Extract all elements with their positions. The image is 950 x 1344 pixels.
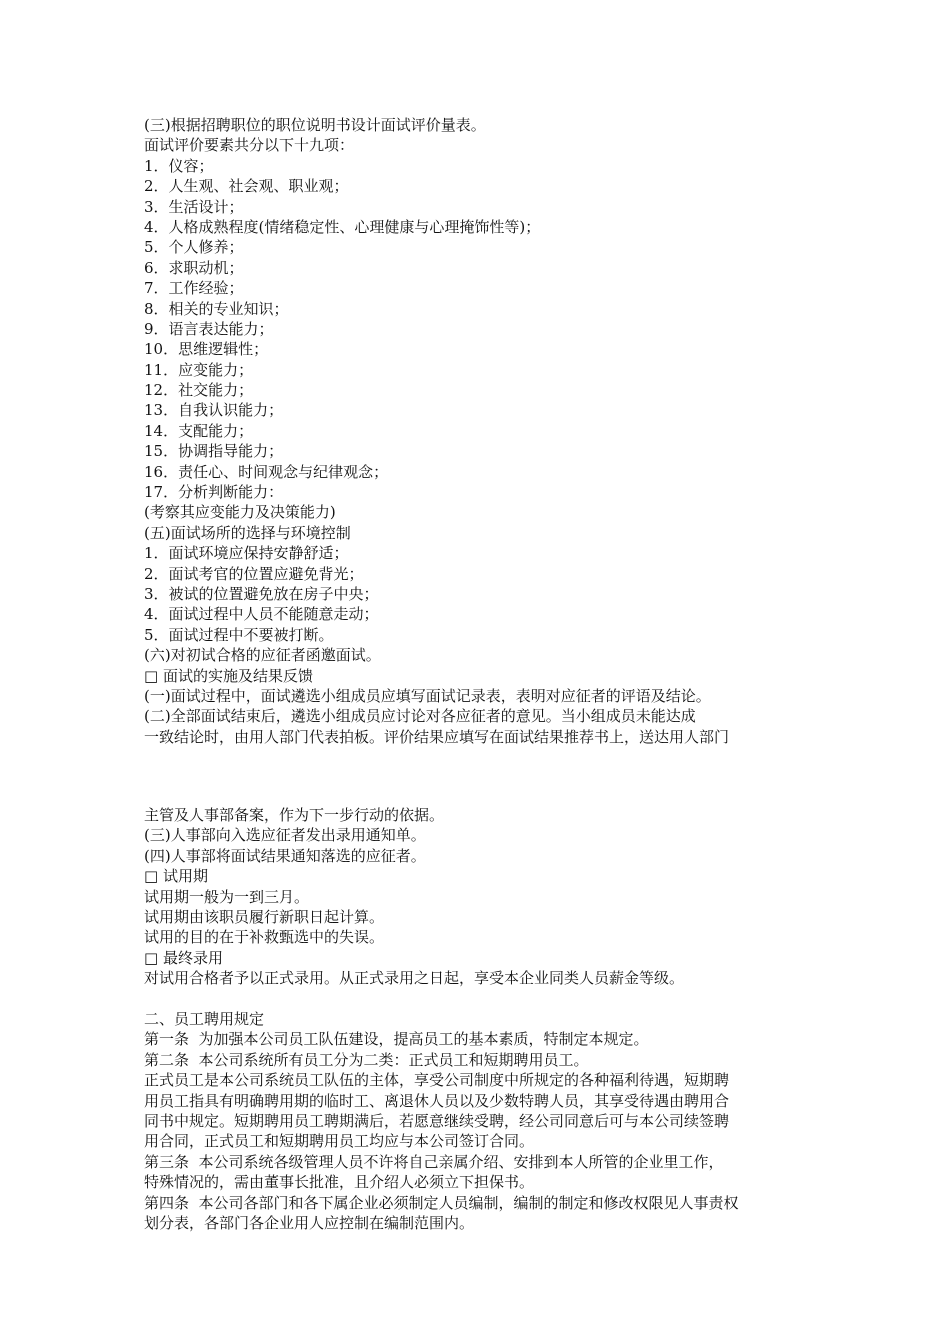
text-line: 主管及人事部备案，作为下一步行动的依据。 xyxy=(144,806,445,824)
employment-rules-section xyxy=(144,1009,816,1233)
list-item: 7．工作经验； xyxy=(144,279,244,298)
article-2: 第二条 本公司系统所有员工分为二类：正式员工和短期聘用员工。 xyxy=(144,1050,589,1069)
list-item: 1．面试环境应保持安静舒适； xyxy=(144,544,349,563)
list-item: 3．被试的位置避免放在房子中央； xyxy=(144,584,379,603)
list-item: 11．应变能力； xyxy=(144,360,254,379)
text-line: 一致结论时，由用人部门代表拍板。评价结果应填写在面试结果推荐书上，送达用人部门 xyxy=(144,727,730,746)
text-line: 对试用合格者予以正式录用。从正式录用之日起，享受本企业同类人员薪金等级。 xyxy=(144,969,685,988)
list-item: 8．相关的专业知识； xyxy=(144,299,289,318)
list-item: 13．自我认识能力； xyxy=(144,401,284,420)
article-4: 第四条 本公司各部门和各下属企业必须制定人员编制，编制的制定和修改权限见人事责权 xyxy=(144,1193,739,1212)
text-line: (考察其应变能力及决策能力) xyxy=(144,503,336,522)
list-item: 15．协调指导能力； xyxy=(144,442,284,461)
article-3: 第三条 本公司系统各级管理人员不许将自己亲属介绍、安排到本人所管的企业里工作， xyxy=(144,1152,724,1171)
article-1: 第一条 为加强本公司员工队伍建设，提高员工的基本素质，特制定本规定。 xyxy=(144,1030,649,1049)
article-2-detail: 同书中规定。短期聘用员工聘期满后，若愿意继续受聘，经公司同意后可与本公司续签聘 xyxy=(144,1111,730,1130)
list-item: 6．求职动机； xyxy=(144,258,244,277)
text-line: (五)面试场所的选择与环境控制 xyxy=(144,523,351,542)
text-line: 试用期由该职员履行新职日起计算。 xyxy=(144,907,385,926)
list-item: 4．面试过程中人员不能随意走动； xyxy=(144,605,379,624)
section-heading: 二、员工聘用规定 xyxy=(144,1010,265,1028)
list-item: 16．责任心、时间观念与纪律观念； xyxy=(144,462,389,481)
text-line: 面试评价要素共分以下十九项： xyxy=(144,136,355,155)
interview-procedure-section xyxy=(144,115,816,747)
list-item: 9．语言表达能力； xyxy=(144,319,274,338)
list-item: 4．人格成熟程度(情绪稳定性、心理健康与心理掩饰性等)； xyxy=(144,217,541,236)
list-item: 2．人生观、社会观、职业观； xyxy=(144,177,349,196)
text-line: (三)根据招聘职位的职位说明书设计面试评价量表。 xyxy=(144,116,486,134)
article-2-detail: 正式员工是本公司系统员工队伍的主体，享受公司制度中所规定的各种福利待遇，短期聘 xyxy=(144,1071,730,1090)
list-item: 3．生活设计； xyxy=(144,197,244,216)
article-3: 特殊情况的，需由董事长批准，且介绍人必须立下担保书。 xyxy=(144,1173,535,1192)
article-4: 划分表，各部门各企业用人应控制在编制范围内。 xyxy=(144,1213,475,1232)
list-item: 5．面试过程中不要被打断。 xyxy=(144,625,334,644)
list-item: 14．支配能力； xyxy=(144,421,254,440)
text-line: (三)人事部向入选应征者发出录用通知单。 xyxy=(144,826,426,845)
text-line: 试用期一般为一到三月。 xyxy=(144,887,310,906)
text-line: (一)面试过程中，面试遴选小组成员应填写面试记录表，表明对应征者的评语及结论。 xyxy=(144,686,711,705)
section-heading: □ 面试的实施及结果反馈 xyxy=(144,666,313,685)
list-item: 12．社交能力； xyxy=(144,381,254,400)
list-item: 5．个人修养； xyxy=(144,238,244,257)
list-item: 17．分析判断能力： xyxy=(144,483,284,502)
list-item: 10．思维逻辑性； xyxy=(144,340,269,359)
article-2-detail: 用员工指具有明确聘用期的临时工、离退休人员以及少数特聘人员，其享受待遇由聘用合 xyxy=(144,1091,730,1110)
text-line: 试用的目的在于补救甄选中的失误。 xyxy=(144,928,385,947)
section-heading: □ 试用期 xyxy=(144,867,208,886)
probation-section xyxy=(144,805,816,989)
text-line: (六)对初试合格的应征者函邀面试。 xyxy=(144,646,381,665)
section-heading: □ 最终录用 xyxy=(144,948,223,967)
list-item: 1．仪容； xyxy=(144,156,214,175)
article-2-detail: 用合同，正式员工和短期聘用员工均应与本公司签订合同。 xyxy=(144,1132,535,1151)
text-line: (四)人事部将面试结果通知落选的应征者。 xyxy=(144,846,426,865)
list-item: 2．面试考官的位置应避免背光； xyxy=(144,564,364,583)
text-line: (二)全部面试结束后，遴选小组成员应讨论对各应征者的意见。当小组成员未能达成 xyxy=(144,707,696,726)
